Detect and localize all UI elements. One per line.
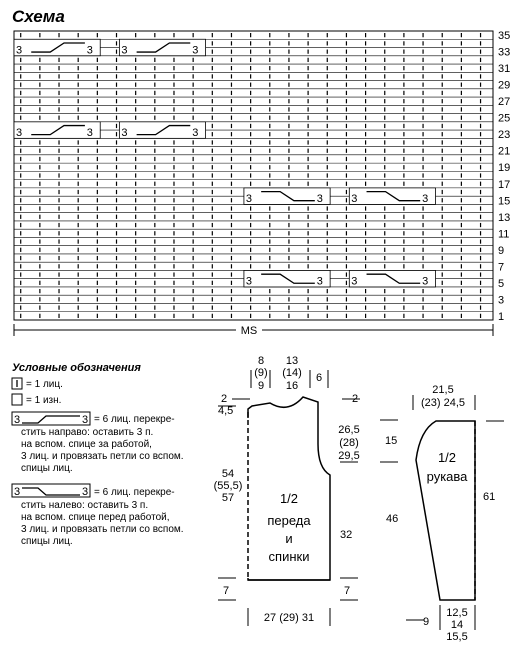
cable-number: 3 [245, 275, 253, 288]
dim-sleeve-length: 46 [386, 513, 399, 525]
purl-symbol-box [12, 394, 22, 405]
row-label: 3 [498, 294, 505, 307]
body-label-3: и [285, 531, 293, 546]
cable-number: 3 [422, 192, 429, 205]
cable-left-text-1: = 6 лиц. перекре- [94, 487, 175, 498]
cable-left-text-2: стить налево: оставить 3 п. [21, 500, 149, 511]
dim-side: 32 [340, 529, 353, 541]
dim-cuff-width-1: 12,5 [446, 607, 468, 619]
row-label: 29 [498, 79, 511, 92]
dim-length-3: 57 [221, 492, 235, 504]
cable-number: 3 [192, 44, 199, 57]
cable-number: 3 [316, 192, 323, 205]
dim-right-a: 2 [352, 393, 359, 405]
row-label: 27 [498, 96, 511, 109]
row-label: 13 [498, 211, 511, 224]
row-label: 7 [498, 261, 505, 274]
dim-armhole-2: (28) [339, 437, 359, 449]
row-label: 5 [498, 277, 505, 290]
dim-shoulder-3: 16 [285, 380, 299, 392]
cable-number: 3 [422, 275, 429, 288]
body-label-4: спинки [268, 549, 310, 564]
row-label: 19 [498, 162, 511, 175]
row-label: 21 [498, 145, 511, 158]
dim-hem-left: 7 [223, 585, 230, 597]
cable-number: 3 [16, 44, 23, 57]
cable-number: 3 [351, 192, 358, 205]
stitch-chart [14, 31, 493, 320]
dim-neck-width-2: (9) [254, 367, 268, 379]
dim-length-2: (55,5) [213, 480, 243, 492]
cable-right-text-4: 3 лиц. и провязать петли со вспом. [21, 451, 184, 462]
row-label: 33 [498, 46, 511, 59]
sleeve-label-1: 1/2 [437, 450, 457, 465]
cable-number: 3 [16, 126, 23, 139]
cable-number: 3 [121, 126, 128, 139]
cable-left-text-5: спицы лиц. [21, 536, 73, 547]
dim-shoulder-2: (14) [282, 367, 302, 379]
body-label-1: 1/2 [279, 491, 299, 506]
cable-number: 3 [192, 126, 199, 139]
row-label: 31 [498, 63, 511, 76]
row-number-labels [498, 30, 510, 323]
dim-neck-width-1: 8 [257, 355, 265, 367]
scheme-title: Схема [12, 7, 65, 26]
row-label: 23 [498, 129, 511, 142]
sleeve-outline [416, 421, 475, 600]
dim-neck-width-3: 9 [257, 380, 265, 392]
row-label: 1 [498, 310, 505, 323]
dim-cuff: 9 [423, 616, 430, 628]
dim-armhole-3: 29,5 [338, 450, 360, 462]
sleeve-label-2: рукава [426, 469, 468, 484]
cable-left-num-left: 3 [14, 486, 21, 498]
cable-right-symbol [12, 412, 90, 426]
cable-left-num-right: 3 [82, 486, 89, 498]
cable-right-num-right: 3 [82, 414, 89, 426]
dim-shoulder-1: 13 [285, 355, 299, 367]
cable-number: 3 [121, 44, 128, 57]
dim-sleeve-total: 61 [483, 491, 496, 503]
cable-left-text-4: 3 лиц. и провязать петли со вспом. [21, 524, 184, 535]
cable-right-num-left: 3 [14, 414, 21, 426]
cable-number: 3 [86, 126, 93, 139]
dim-left-b: 4,5 [218, 405, 234, 417]
row-label: 15 [498, 195, 511, 208]
dim-cuff-width-2: 14 [450, 619, 464, 631]
cable-left-symbol [12, 484, 90, 498]
cable-number: 3 [245, 192, 253, 205]
cable-right-text-1: = 6 лиц. перекре- [94, 414, 175, 425]
cable-right-text-2: стить направо: оставить 3 п. [21, 427, 154, 438]
chart-footer-ms [14, 324, 493, 337]
dim-sleeve-cap: 15 [385, 435, 398, 447]
row-label: 11 [498, 228, 510, 241]
legend-title: Условные обозначения [12, 362, 141, 374]
cable-right-text-3: на вспом. спице за работой, [21, 439, 152, 450]
ms-label: MS [240, 325, 258, 337]
dim-left-a: 2 [221, 393, 228, 405]
cable-number: 3 [351, 275, 358, 288]
legend [12, 362, 184, 547]
row-label: 25 [498, 112, 511, 125]
body-label-2: переда [267, 513, 311, 528]
sleeve-piece [380, 384, 504, 643]
dim-sleeve-top-2: (23) 24,5 [420, 397, 466, 409]
body-piece [214, 355, 360, 626]
row-label: 9 [498, 244, 505, 257]
dim-armhole-1: 26,5 [338, 424, 360, 436]
legend-knit-text: = 1 лиц. [26, 379, 63, 390]
dim-sleeve-top-1: 21,5 [432, 384, 454, 396]
cable-number: 3 [316, 275, 323, 288]
cable-right-text-5: спицы лиц. [21, 463, 73, 474]
dim-width: 27 (29) 31 [263, 612, 315, 624]
row-label: 35 [498, 30, 511, 43]
dim-armhole-top: 6 [315, 372, 323, 384]
legend-purl-text: = 1 изн. [26, 395, 62, 406]
dim-length-1: 54 [221, 468, 235, 480]
dim-cuff-width-3: 15,5 [446, 631, 468, 643]
row-label: 17 [498, 178, 511, 191]
cable-left-text-3: на вспом. спице перед работой, [21, 512, 170, 523]
cable-number: 3 [86, 44, 93, 57]
dim-hem-right: 7 [344, 585, 351, 597]
